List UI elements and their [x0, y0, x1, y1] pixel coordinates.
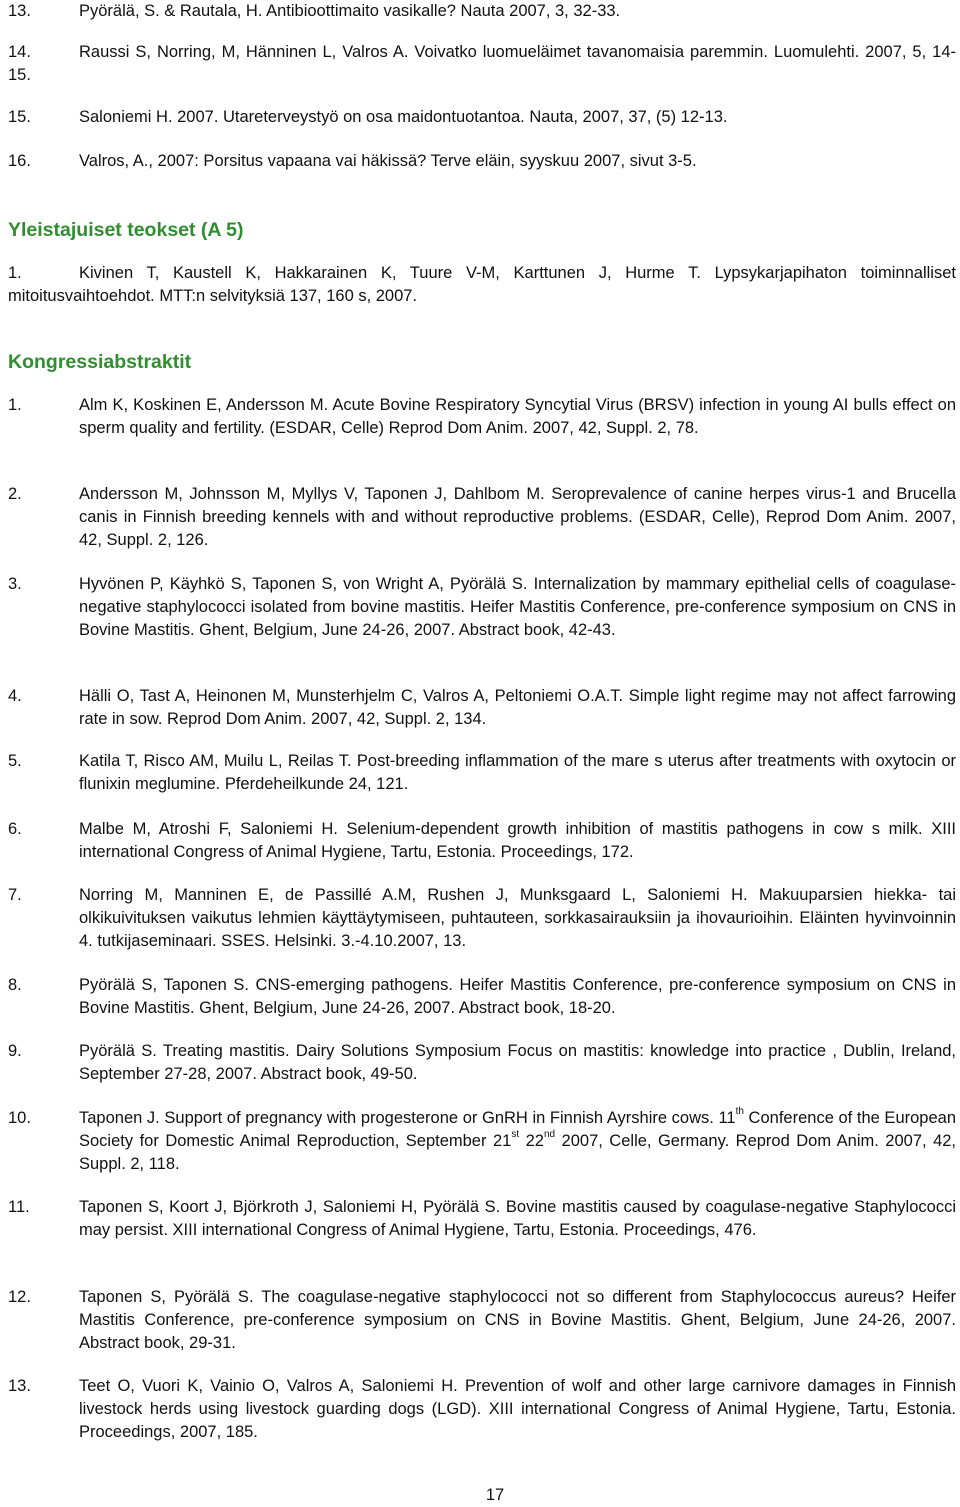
reference-text: Raussi S, Norring, M, Hänninen L, Valros A. Voivatko luomueläimet tavanomaisia paremmin. Luomulehti. 2007, 5, 14-15. — [8, 43, 956, 84]
reference-number: 7. — [8, 886, 22, 904]
reference-item — [8, 1375, 956, 1444]
reference-item — [8, 150, 956, 173]
reference-number: 13. — [8, 1377, 31, 1395]
reference-item — [8, 106, 956, 129]
reference-text-part: Taponen J. Support of pregnancy with progesterone or GnRH in Finnish Ayrshire cows. 11 — [79, 1109, 736, 1127]
reference-text: Pyörälä, S. & Rautala, H. Antibioottimaito vasikalle? Nauta 2007, 3, 32-33. — [79, 2, 621, 20]
reference-item — [8, 685, 956, 731]
reference-number: 4. — [8, 687, 22, 705]
reference-item — [8, 394, 956, 440]
reference-number: 14. — [8, 43, 31, 61]
reference-number: 15. — [8, 108, 31, 126]
section-heading-general-works: Yleistajuiset teokset (A 5) — [8, 219, 244, 241]
reference-item — [8, 750, 956, 796]
reference-text: Valros, A., 2007: Porsitus vapaana vai häkissä? Terve eläin, syyskuu 2007, sivut 3-5. — [79, 152, 697, 170]
reference-text: Katila T, Risco AM, Muilu L, Reilas T. Post-breeding inflammation of the mare s uterus after treatments with oxytocin or flunixin meglumine. Pferdeheilkunde 24, 121. — [79, 752, 956, 793]
reference-text: Taponen S, Pyörälä S. The coagulase-negative staphylococci not so different from Staphylococcus aureus? Heifer Mastitis Conference, pre-conference symposium on CNS in Bovine Mastitis. Ghent, Belgium, June 24-26, 2007. Abstract book, 29-31. — [79, 1288, 956, 1352]
reference-item — [8, 262, 956, 308]
ordinal-superscript: nd — [543, 1129, 556, 1140]
reference-item — [8, 41, 956, 87]
reference-number: 1. — [8, 264, 22, 282]
reference-item — [8, 1040, 956, 1086]
reference-item — [8, 483, 956, 552]
ordinal-superscript: st — [511, 1129, 520, 1140]
reference-text: Alm K, Koskinen E, Andersson M. Acute Bovine Respiratory Syncytial Virus (BRSV) infection in young AI bulls effect on sperm quality and fertility. (ESDAR, Celle) Reprod Dom Anim. 2007, 42, Suppl. 2, 78. — [79, 396, 956, 437]
reference-number: 6. — [8, 820, 22, 838]
reference-text: Norring M, Manninen E, de Passillé A.M, Rushen J, Munksgaard L, Saloniemi H. Makuuparsien hiekka- tai olkikuivituksen vaikutus lehmien käyttäytymiseen, puhtauteen, sorkkasairauksiin ja ihovaurioihin. Eläinten hyvinvoinnin 4. tutkijaseminaari. SSES. Helsinki. 3.-4.10.2007, 13. — [79, 886, 956, 950]
reference-number: 2. — [8, 485, 22, 503]
reference-item — [8, 974, 956, 1020]
reference-text: Malbe M, Atroshi F, Saloniemi H. Selenium-dependent growth inhibition of mastitis pathogens in cow s milk. XIII international Congress of Animal Hygiene, Tartu, Estonia. Proceedings, 172. — [79, 820, 956, 861]
reference-number: 13. — [8, 2, 31, 20]
reference-text: Kivinen T, Kaustell K, Hakkarainen K, Tuure V-M, Karttunen J, Hurme T. Lypsykarjapihaton toiminnalliset mitoitusvaihtoehdot. MTT:n selvityksiä 137, 160 s, 2007. — [8, 264, 956, 305]
reference-text: Taponen S, Koort J, Björkroth J, Saloniemi H, Pyörälä S. Bovine mastitis caused by coagulase-negative Staphylococci may persist. XIII international Congress of Animal Hygiene, Tartu, Estonia. Proceedings, 476. — [79, 1198, 956, 1239]
reference-text: Hyvönen P, Käyhkö S, Taponen S, von Wright A, Pyörälä S. Internalization by mammary epithelial cells of coagulase-negative staphylococci isolated from bovine mastitis. Heifer Mastitis Conference, pre-conference symposium on CNS in Bovine Mastitis. Ghent, Belgium, June 24-26, 2007. Abstract book, 42-43. — [79, 575, 956, 639]
reference-number: 8. — [8, 976, 22, 994]
reference-number: 12. — [8, 1288, 31, 1306]
reference-item — [8, 818, 956, 864]
reference-item — [8, 0, 956, 23]
reference-item — [8, 1107, 956, 1176]
reference-text-part: 2007, Celle, Germany. Reprod Dom Anim. 2007, 42, Suppl. 2, 118. — [79, 1132, 957, 1173]
reference-text: Pyörälä S. Treating mastitis. Dairy Solutions Symposium Focus on mastitis: knowledge into practice , Dublin, Ireland, September 27-28, 2007. Abstract book, 49-50. — [79, 1042, 956, 1083]
reference-number: 1. — [8, 396, 22, 414]
reference-text-part: Conference of the European Society for Domestic Animal Reproduction, September 21 — [79, 1109, 956, 1150]
reference-number: 11. — [8, 1198, 30, 1216]
reference-item — [8, 573, 956, 642]
reference-text: Teet O, Vuori K, Vainio O, Valros A, Saloniemi H. Prevention of wolf and other large carnivore damages in Finnish livestock herds using livestock guarding dogs (LGD). XIII international Congress of Animal Hygiene, Tartu, Estonia. Proceedings, 2007, 185. — [79, 1377, 956, 1441]
ordinal-superscript: th — [735, 1106, 744, 1117]
reference-item — [8, 1286, 956, 1355]
reference-text — [79, 1107, 956, 1176]
reference-number: 3. — [8, 575, 22, 593]
reference-item — [8, 884, 956, 953]
reference-text-part: 22 — [519, 1132, 544, 1150]
reference-text: Pyörälä S, Taponen S. CNS-emerging pathogens. Heifer Mastitis Conference, pre-conference symposium on CNS in Bovine Mastitis. Ghent, Belgium, June 24-26, 2007. Abstract book, 18-20. — [79, 976, 956, 1017]
reference-number: 9. — [8, 1042, 22, 1060]
page-number: 17 — [485, 1486, 505, 1504]
reference-number: 16. — [8, 152, 31, 170]
section-heading-congress-abstracts: Kongressiabstraktit — [8, 351, 192, 373]
reference-number: 5. — [8, 752, 22, 770]
reference-text: Andersson M, Johnsson M, Myllys V, Taponen J, Dahlbom M. Seroprevalence of canine herpes virus-1 and Brucella canis in Finnish breeding kennels with and without reproductive problems. (ESDAR, Celle), Reprod Dom Anim. 2007, 42, Suppl. 2, 126. — [79, 485, 956, 549]
reference-number: 10. — [8, 1109, 31, 1127]
reference-text: Hälli O, Tast A, Heinonen M, Munsterhjelm C, Valros A, Peltoniemi O.A.T. Simple light regime may not affect farrowing rate in sow. Reprod Dom Anim. 2007, 42, Suppl. 2, 134. — [79, 687, 956, 728]
reference-text: Saloniemi H. 2007. Utareterveystyö on osa maidontuotantoa. Nauta, 2007, 37, (5) 12-13. — [79, 108, 728, 126]
reference-item — [8, 1196, 956, 1242]
